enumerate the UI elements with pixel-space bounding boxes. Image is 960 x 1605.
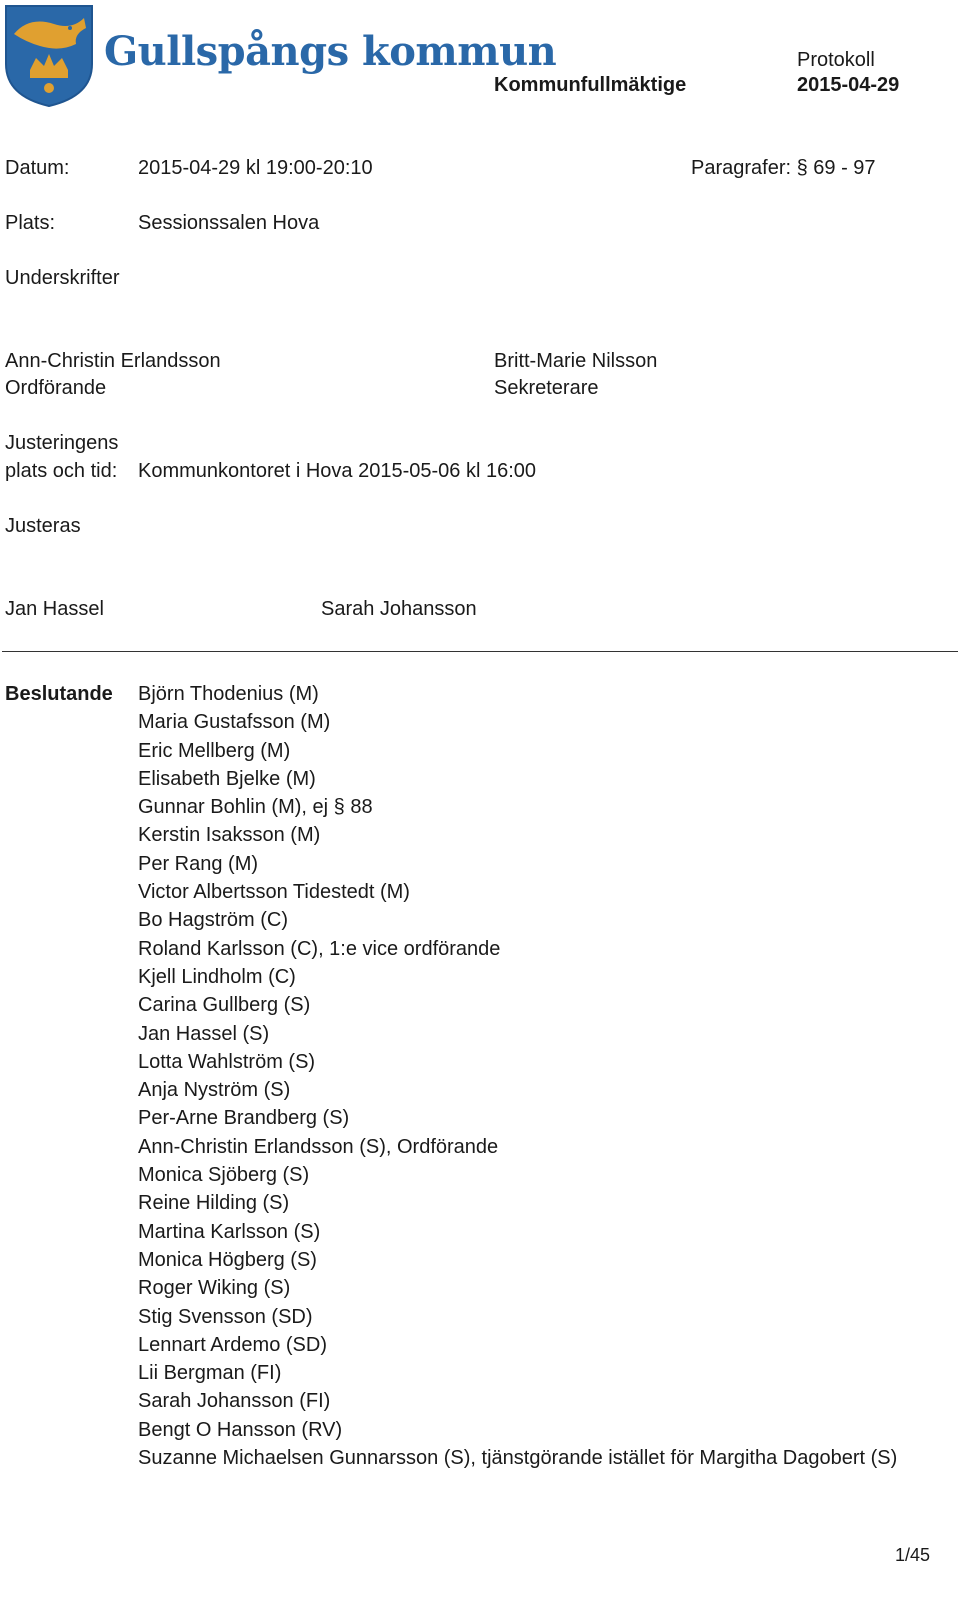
member-list-item: Lotta Wahlström (S) <box>138 1050 316 1073</box>
member-list-item: Elisabeth Bjelke (M) <box>138 767 316 790</box>
secretary-name: Britt-Marie Nilsson <box>494 350 658 372</box>
adjuster-2: Sarah Johansson <box>321 598 477 620</box>
date-label: Datum: <box>5 157 70 179</box>
member-list-item: Maria Gustafsson (M) <box>138 711 331 734</box>
member-list-item: Reine Hilding (S) <box>138 1192 290 1215</box>
place-value: Sessionssalen Hova <box>138 212 320 234</box>
member-list-item: Björn Thodenius (M) <box>138 683 319 705</box>
member-list-item: Sarah Johansson (FI) <box>138 1390 331 1413</box>
member-list-item: Per-Arne Brandberg (S) <box>138 1107 350 1130</box>
doc-date: 2015-04-29 <box>797 74 900 96</box>
member-list-item: Ann-Christin Erlandsson (S), Ordförande <box>138 1135 499 1158</box>
section-divider <box>2 651 958 652</box>
member-list-item: Carina Gullberg (S) <box>138 994 311 1017</box>
decision-makers-label: Beslutande <box>5 683 113 705</box>
chair-name: Ann-Christin Erlandsson <box>5 350 221 372</box>
adjuster-1: Jan Hassel <box>5 598 104 620</box>
adjustment-label-line2: plats och tid: <box>5 460 118 482</box>
doc-type: Protokoll <box>797 49 875 71</box>
member-list-item: Roland Karlsson (C), 1:e vice ordförande <box>138 937 501 960</box>
member-list-item: Jan Hassel (S) <box>138 1022 270 1045</box>
secretary-role: Sekreterare <box>494 377 599 399</box>
date-value: 2015-04-29 kl 19:00-20:10 <box>138 157 373 179</box>
adjustment-label-line1: Justeringens <box>5 432 119 454</box>
member-list-item: Kjell Lindholm (C) <box>138 965 296 988</box>
member-list-item: Stig Svensson (SD) <box>138 1305 313 1328</box>
signatures-heading: Underskrifter <box>5 267 120 289</box>
chair-role: Ordförande <box>5 377 107 399</box>
org-name: Gullspångs kommun <box>104 28 557 75</box>
member-list-item: Anja Nyström (S) <box>138 1079 291 1102</box>
member-list-item: Bengt O Hansson (RV) <box>138 1418 343 1441</box>
member-list-item: Lii Bergman (FI) <box>138 1362 282 1385</box>
member-list-item: Kerstin Isaksson (M) <box>138 824 321 847</box>
member-list-item: Roger Wiking (S) <box>138 1277 291 1300</box>
member-list-item: Monica Högberg (S) <box>138 1248 317 1271</box>
adjustment-value: Kommunkontoret i Hova 2015-05-06 kl 16:00 <box>138 460 537 482</box>
place-label: Plats: <box>5 212 56 234</box>
member-list-item: Eric Mellberg (M) <box>138 739 291 762</box>
member-list-item: Suzanne Michaelsen Gunnarsson (S), tjänstgörande istället för Margitha Dagobert (S) <box>138 1447 898 1470</box>
meeting-body: Kommunfullmäktige <box>494 74 687 96</box>
paragraphs: Paragrafer: § 69 - 97 <box>691 157 876 179</box>
member-list-item: Monica Sjöberg (S) <box>138 1164 310 1187</box>
member-list-item: Martina Karlsson (S) <box>138 1220 321 1243</box>
member-list-item: Bo Hagström (C) <box>138 909 289 932</box>
coat-of-arms-logo <box>4 4 94 108</box>
member-list-item: Victor Albertsson Tidestedt (M) <box>138 881 410 904</box>
coat-of-arms-icon <box>4 4 94 108</box>
member-list-item: Gunnar Bohlin (M), ej § 88 <box>138 796 373 819</box>
adjusted-label: Justeras <box>5 515 81 537</box>
decision-makers-list <box>138 680 897 1472</box>
member-list-item: Per Rang (M) <box>138 852 259 875</box>
member-list-item: Lennart Ardemo (SD) <box>138 1333 327 1356</box>
page-number: 1/45 <box>895 1545 931 1565</box>
